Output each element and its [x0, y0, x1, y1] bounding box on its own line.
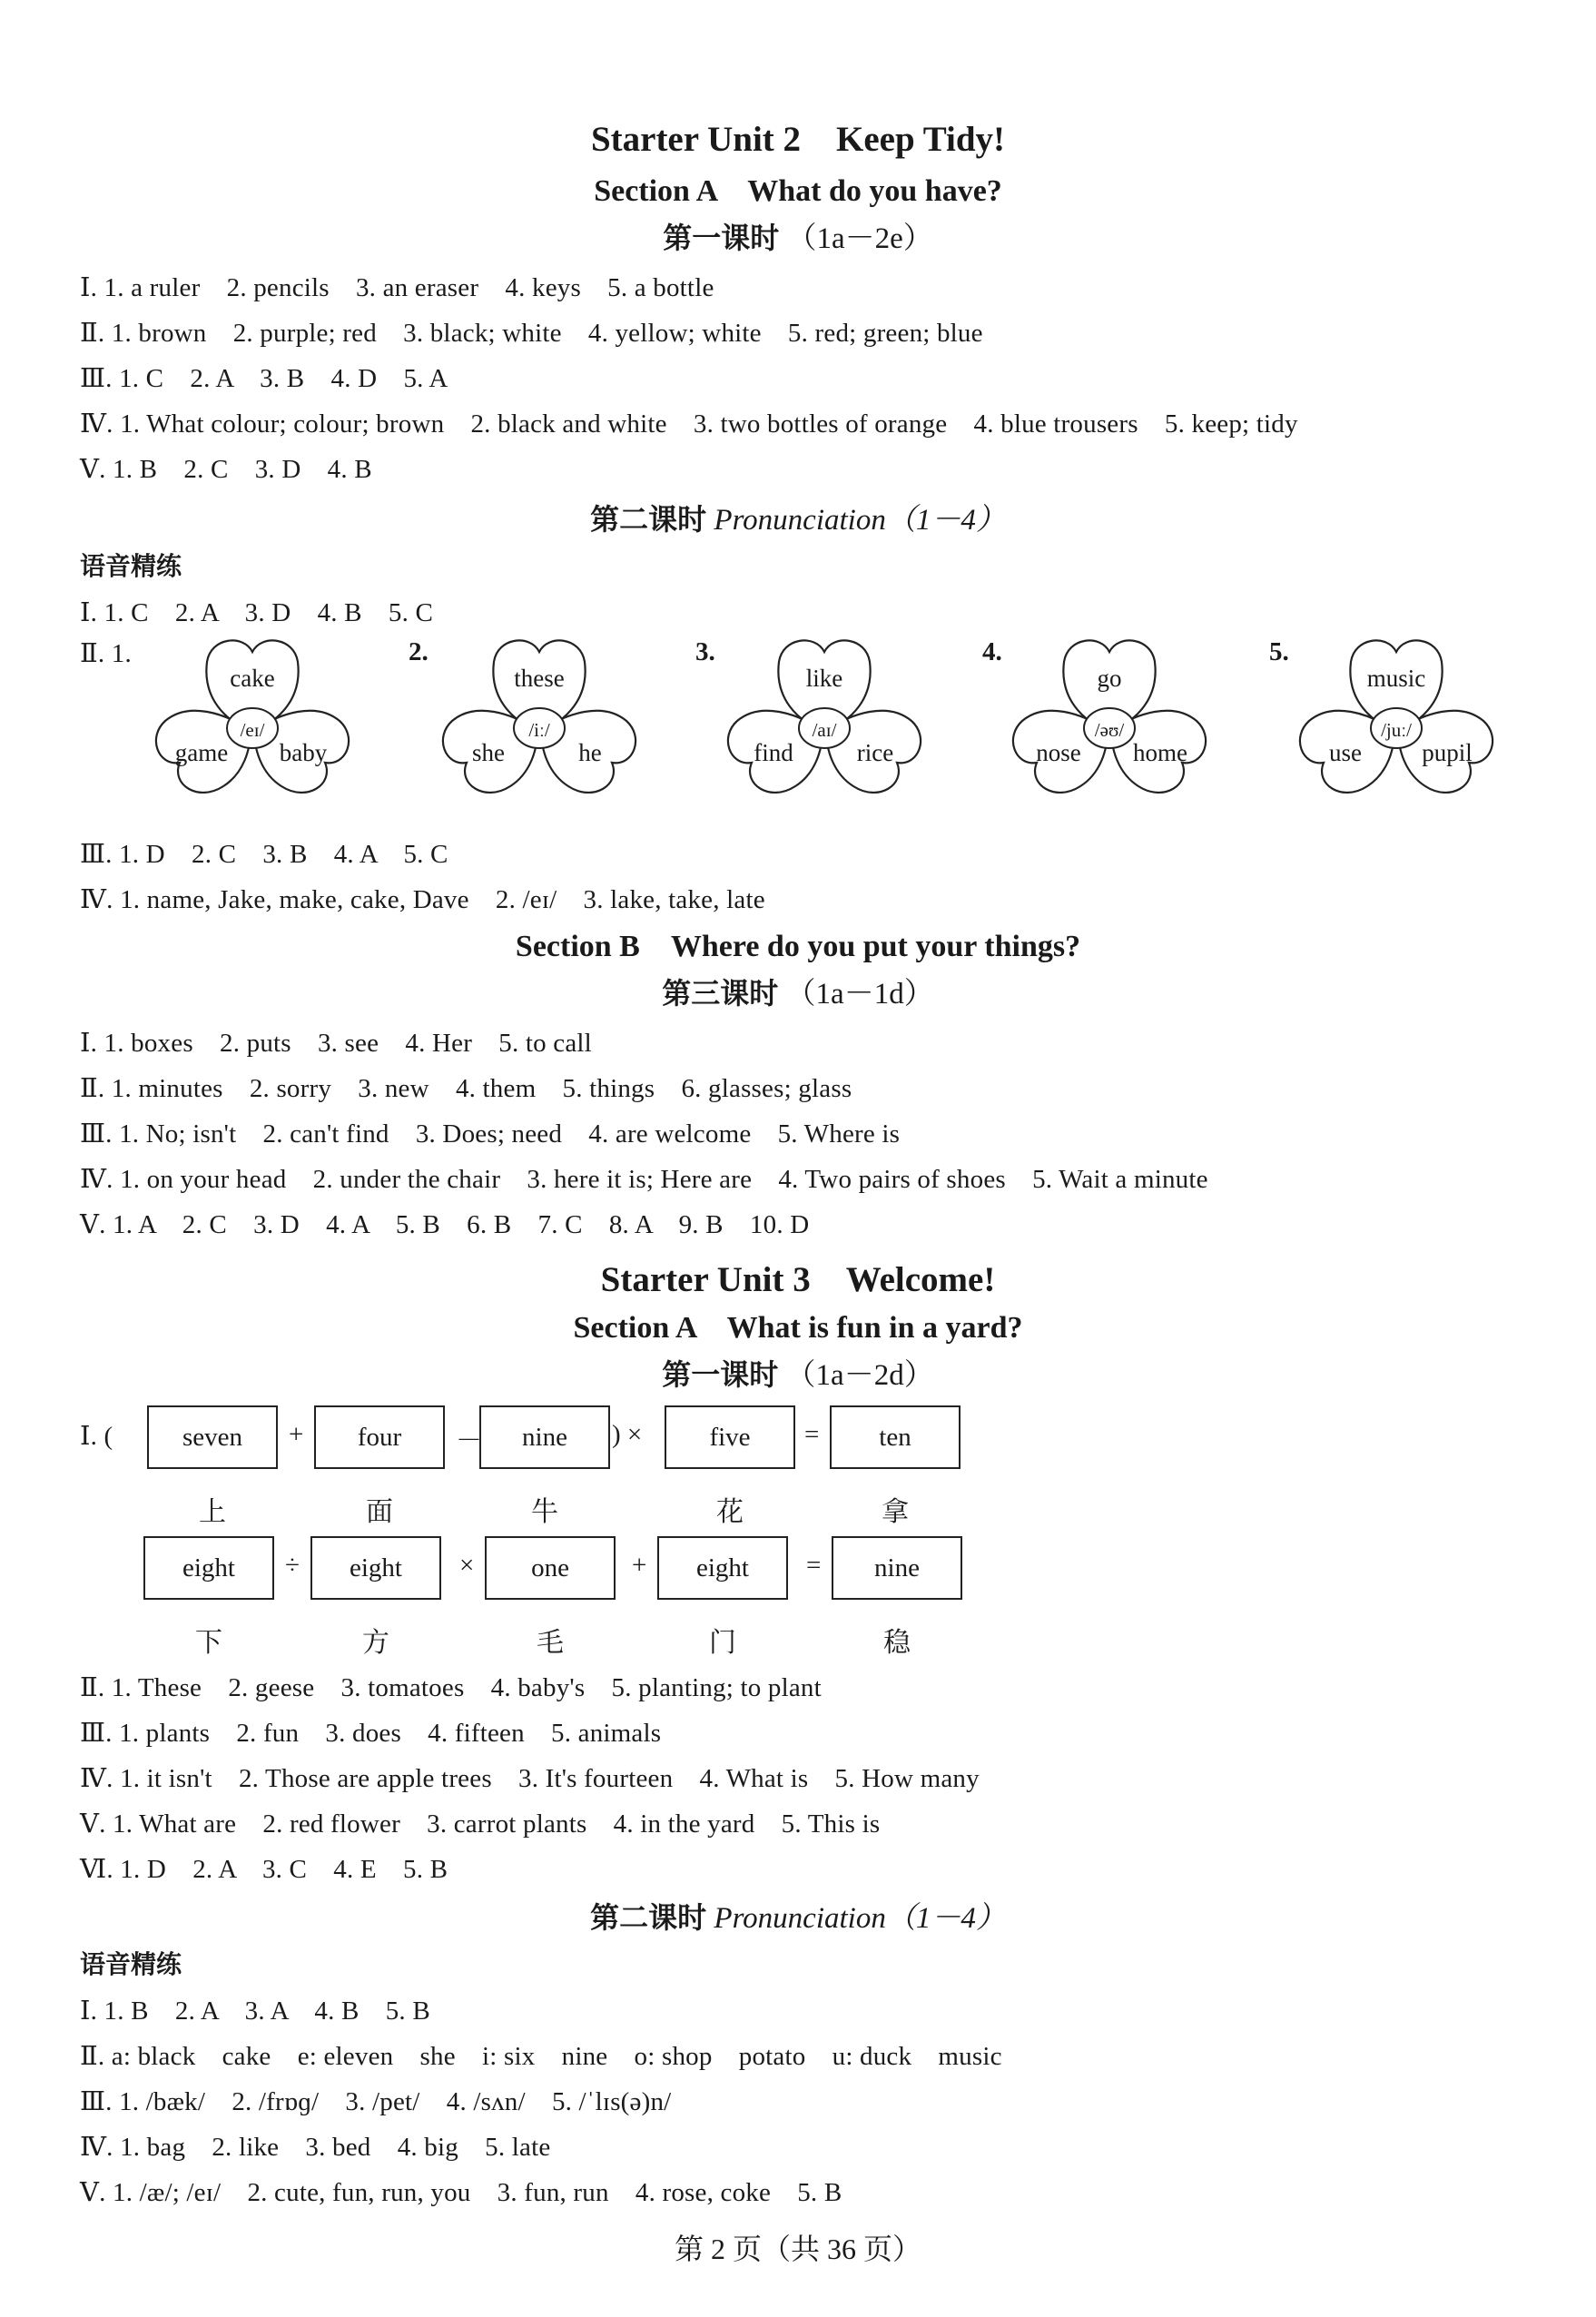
math-operator: ÷	[285, 1551, 300, 1580]
answer-line: Ⅴ. 1. /æ/; /eɪ/ 2. cute, fun, run, you 3. fun, run 4. rose, coke 5. B	[80, 2178, 842, 2207]
clover-phoneme: /əʊ/	[1094, 719, 1125, 741]
answer-line: Ⅳ. 1. it isn't 2. Those are apple trees 3. It's fourteen 4. What is 5. How many	[80, 1764, 980, 1793]
math-operator: =	[806, 1551, 822, 1580]
math-box: four	[314, 1405, 445, 1469]
math-operator: +	[289, 1420, 304, 1449]
clover-word-top: these	[514, 665, 565, 692]
clover-diagram	[724, 630, 924, 812]
clover-diagram	[1296, 630, 1496, 812]
unit3-lesson1-heading	[0, 1351, 1596, 1394]
unit2-section-b: Section B Where do you put your things?	[515, 930, 1081, 963]
clover-word-top: go	[1097, 665, 1122, 692]
math-box: eight	[143, 1536, 274, 1600]
lesson-label: 第三课时	[662, 976, 779, 1011]
answer-line: Ⅴ. 1. A 2. C 3. D 4. A 5. B 6. B 7. C 8. A 9. B 10. D	[80, 1210, 810, 1239]
answer-line: Ⅰ. 1. C 2. A 3. D 4. B 5. C	[80, 598, 434, 627]
clover-prefix: Ⅱ. 1.	[80, 639, 132, 668]
clover-phoneme: /eɪ/	[240, 719, 265, 741]
answer-line: Ⅲ. 1. No; isn't 2. can't find 3. Does; need 4. are welcome 5. Where is	[80, 1119, 901, 1149]
clover-number: 2.	[409, 637, 429, 666]
answer-line: Ⅲ. 1. C 2. A 3. B 4. D 5. A	[80, 364, 448, 393]
unit2-lesson3-heading	[0, 970, 1596, 1012]
answer-line: Ⅴ. 1. What are 2. red flower 3. carrot plants 4. in the yard 5. This is	[80, 1809, 881, 1839]
math-box: nine	[479, 1405, 610, 1469]
clover-word-top: cake	[230, 665, 275, 692]
math-operator: ×	[459, 1551, 475, 1580]
chinese-hint-char: 下	[195, 1627, 222, 1659]
clover-number: 5.	[1269, 637, 1289, 666]
clover-word-left: game	[174, 739, 229, 766]
math-box: eight	[657, 1536, 788, 1600]
answer-line: Ⅰ. 1. a ruler 2. pencils 3. an eraser 4. keys 5. a bottle	[80, 273, 714, 302]
chinese-hint-char: 上	[199, 1496, 226, 1528]
clover-number: 4.	[982, 637, 1002, 666]
chinese-hint-char: 面	[366, 1496, 393, 1528]
lesson-label: 第二课时	[590, 502, 707, 537]
math-box: ten	[830, 1405, 961, 1469]
answer-line: Ⅲ. 1. plants 2. fun 3. does 4. fifteen 5. animals	[80, 1719, 662, 1748]
answer-line: Ⅲ. 1. D 2. C 3. B 4. A 5. C	[80, 840, 448, 869]
clover-word-left: nose	[1036, 739, 1081, 766]
clover-phoneme: /aɪ/	[812, 719, 837, 741]
page-footer: 第 2 页（共 36 页）	[674, 2233, 921, 2265]
lesson-label: 第一课时	[663, 221, 780, 255]
unit3-lesson2-heading	[0, 1894, 1596, 1937]
clover-word-right: rice	[856, 739, 894, 766]
clover-word-right: baby	[279, 739, 328, 766]
answer-line: Ⅵ. 1. D 2. A 3. C 4. E 5. B	[80, 1855, 448, 1884]
math-box: nine	[832, 1536, 962, 1600]
answer-line: Ⅲ. 1. /bæk/ 2. /frɒɡ/ 3. /pet/ 4. /sʌn/ 5. /ˈlɪs(ə)n/	[80, 2087, 672, 2116]
math-operator: =	[804, 1420, 820, 1449]
math-operator: ) ×	[612, 1420, 643, 1449]
clover-diagram	[153, 630, 352, 812]
lesson-label: 第二课时	[590, 1900, 707, 1935]
chinese-hint-char: 牛	[531, 1496, 558, 1528]
math-operator: －	[456, 1426, 483, 1455]
math-prefix: Ⅰ. (	[80, 1422, 113, 1451]
clover-word-right: he	[578, 739, 602, 766]
answer-line: Ⅱ. a: black cake e: eleven she i: six nine o: shop potato u: duck music	[80, 2042, 1002, 2071]
practice-label: 语音精练	[80, 1949, 182, 1979]
clover-word-right: pupil	[1422, 739, 1473, 766]
lesson-range: （1a－1d）	[785, 978, 934, 1011]
answer-line: Ⅰ. 1. boxes 2. puts 3. see 4. Her 5. to call	[80, 1029, 592, 1058]
answer-line: Ⅳ. 1. bag 2. like 3. bed 4. big 5. late	[80, 2133, 551, 2162]
chinese-hint-char: 花	[716, 1496, 744, 1528]
answer-line: Ⅳ. 1. What colour; colour; brown 2. black and white 3. two bottles of orange 4. blue trousers 5. keep; tidy	[80, 409, 1298, 439]
answer-line: Ⅱ. 1. minutes 2. sorry 3. new 4. them 5. things 6. glasses; glass	[80, 1074, 852, 1103]
lesson-range: Pronunciation（1－4）	[714, 504, 1006, 537]
practice-label: 语音精练	[80, 551, 182, 581]
answer-line: Ⅳ. 1. on your head 2. under the chair 3. here it is; Here are 4. Two pairs of shoes 5. Wait a minute	[80, 1165, 1208, 1194]
clover-word-left: use	[1329, 739, 1362, 766]
answer-line: Ⅳ. 1. name, Jake, make, cake, Dave 2. /eɪ/ 3. lake, take, late	[80, 885, 765, 914]
clover-word-top: like	[805, 665, 843, 692]
lesson-range: （1a－2e）	[786, 222, 933, 255]
clover-diagram	[1010, 630, 1209, 812]
math-box: five	[665, 1405, 795, 1469]
clover-diagram	[439, 630, 639, 812]
chinese-hint-char: 方	[362, 1627, 389, 1659]
unit2-title: Starter Unit 2 Keep Tidy!	[590, 120, 1006, 159]
answer-line: Ⅴ. 1. B 2. C 3. D 4. B	[80, 455, 372, 484]
clover-phoneme: /iː/	[528, 719, 550, 741]
answer-line: Ⅱ. 1. brown 2. purple; red 3. black; white 4. yellow; white 5. red; green; blue	[80, 319, 983, 348]
clover-word-left: she	[472, 739, 505, 766]
math-box: eight	[310, 1536, 441, 1600]
clover-number: 3.	[695, 637, 715, 666]
lesson-range: （1a－2d）	[785, 1359, 934, 1392]
clover-word-top: music	[1366, 665, 1426, 692]
unit3-section-a: Section A What is fun in a yard?	[573, 1311, 1023, 1345]
unit2-section-a: Section A What do you have?	[594, 174, 1002, 208]
clover-word-right: home	[1133, 739, 1187, 766]
lesson-range: Pronunciation（1－4）	[714, 1902, 1006, 1935]
clover-phoneme: /juː/	[1381, 719, 1412, 741]
chinese-hint-char: 毛	[537, 1627, 564, 1659]
unit2-lesson2-heading	[0, 496, 1596, 538]
chinese-hint-char: 拿	[882, 1496, 909, 1528]
math-box: seven	[147, 1405, 278, 1469]
answer-line: Ⅰ. 1. B 2. A 3. A 4. B 5. B	[80, 1997, 430, 2026]
chinese-hint-char: 门	[709, 1627, 736, 1659]
unit3-title: Starter Unit 3 Welcome!	[600, 1260, 996, 1299]
lesson-label: 第一课时	[662, 1357, 779, 1392]
math-box: one	[485, 1536, 616, 1600]
unit2-lesson1-heading	[0, 214, 1596, 257]
clover-word-left: find	[754, 739, 793, 766]
answer-line: Ⅱ. 1. These 2. geese 3. tomatoes 4. baby's 5. planting; to plant	[80, 1673, 822, 1702]
chinese-hint-char: 稳	[883, 1627, 911, 1659]
math-operator: +	[632, 1551, 647, 1580]
